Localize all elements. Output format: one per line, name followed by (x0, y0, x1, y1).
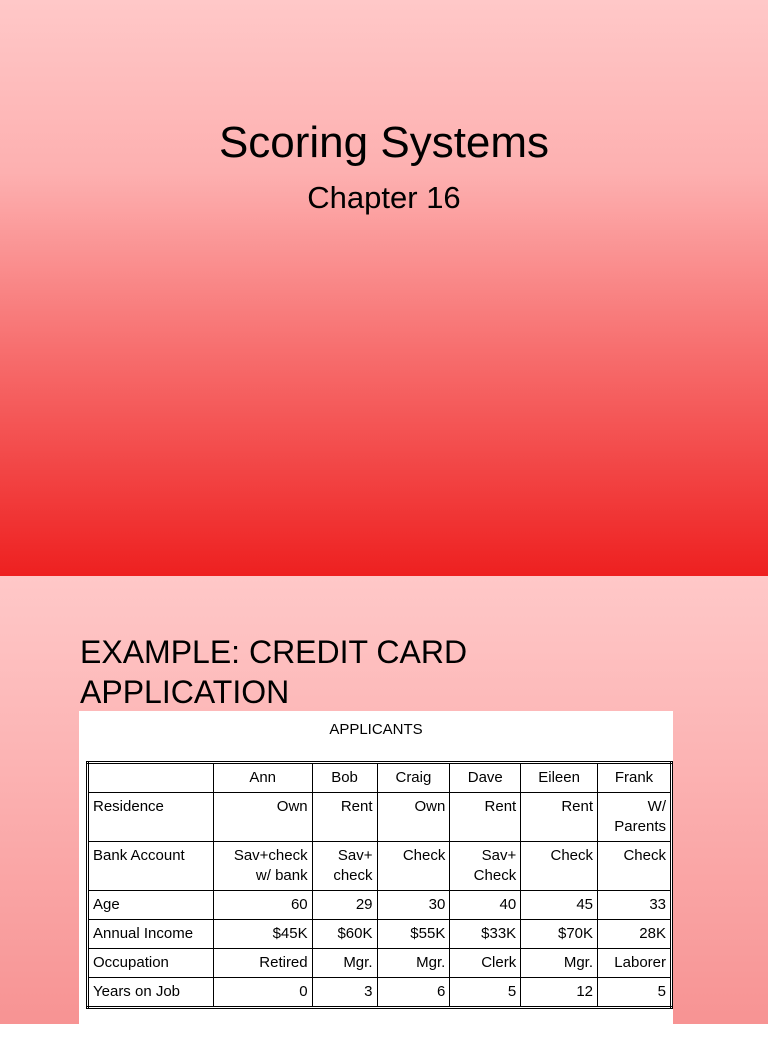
column-header: Craig (377, 763, 450, 793)
column-header: Eileen (521, 763, 598, 793)
applicants-table-box (79, 711, 673, 1041)
table-row (88, 978, 672, 1008)
table-cell: Mgr. (521, 949, 598, 978)
column-header: Dave (450, 763, 521, 793)
table-title: APPLICANTS (329, 721, 423, 738)
slide-title: Scoring Systems (218, 118, 550, 167)
table-cell: 5 (450, 978, 521, 1008)
row-label: Occupation (88, 949, 214, 978)
table-cell: Sav+check w/ bank (213, 842, 312, 891)
table-row (88, 891, 672, 920)
table-cell: W/ Parents (598, 793, 672, 842)
table-cell: 60 (213, 891, 312, 920)
row-label: Age (88, 891, 214, 920)
slide-subtitle: Chapter 16 (307, 180, 461, 215)
example-heading: EXAMPLE: CREDIT CARD APPLICATION (80, 634, 468, 710)
table-cell: 6 (377, 978, 450, 1008)
table-cell: $45K (213, 920, 312, 949)
table-cell: Retired (213, 949, 312, 978)
column-header: Ann (213, 763, 312, 793)
table-row (88, 793, 672, 842)
table-cell: $60K (312, 920, 377, 949)
table-cell: 30 (377, 891, 450, 920)
row-label: Bank Account (88, 842, 214, 891)
table-cell: 29 (312, 891, 377, 920)
column-header: Frank (598, 763, 672, 793)
table-cell: 12 (521, 978, 598, 1008)
example-slide (0, 576, 768, 1024)
table-header-row (88, 763, 672, 793)
table-cell: 45 (521, 891, 598, 920)
table-cell: $70K (521, 920, 598, 949)
table-cell: Own (213, 793, 312, 842)
table-cell: Laborer (598, 949, 672, 978)
column-header: Bob (312, 763, 377, 793)
row-label: Years on Job (88, 978, 214, 1008)
table-cell: Own (377, 793, 450, 842)
table-cell: $55K (377, 920, 450, 949)
table-cell: Mgr. (377, 949, 450, 978)
table-cell: Rent (450, 793, 521, 842)
table-cell: Rent (521, 793, 598, 842)
table-cell: 28K (598, 920, 672, 949)
table-cell: Check (521, 842, 598, 891)
table-cell: 40 (450, 891, 521, 920)
table-cell: Mgr. (312, 949, 377, 978)
table-cell: Sav+ Check (450, 842, 521, 891)
table-cell: $33K (450, 920, 521, 949)
table-row (88, 842, 672, 891)
table-row (88, 920, 672, 949)
table-cell: Check (377, 842, 450, 891)
table-cell: 33 (598, 891, 672, 920)
row-label: Residence (88, 793, 214, 842)
table-cell: Rent (312, 793, 377, 842)
column-header (88, 763, 214, 793)
table-cell: 5 (598, 978, 672, 1008)
table-row (88, 949, 672, 978)
table-cell: 0 (213, 978, 312, 1008)
table-cell: 3 (312, 978, 377, 1008)
applicants-table (86, 761, 673, 1009)
row-label: Annual Income (88, 920, 214, 949)
table-cell: Clerk (450, 949, 521, 978)
table-cell: Check (598, 842, 672, 891)
table-cell: Sav+ check (312, 842, 377, 891)
